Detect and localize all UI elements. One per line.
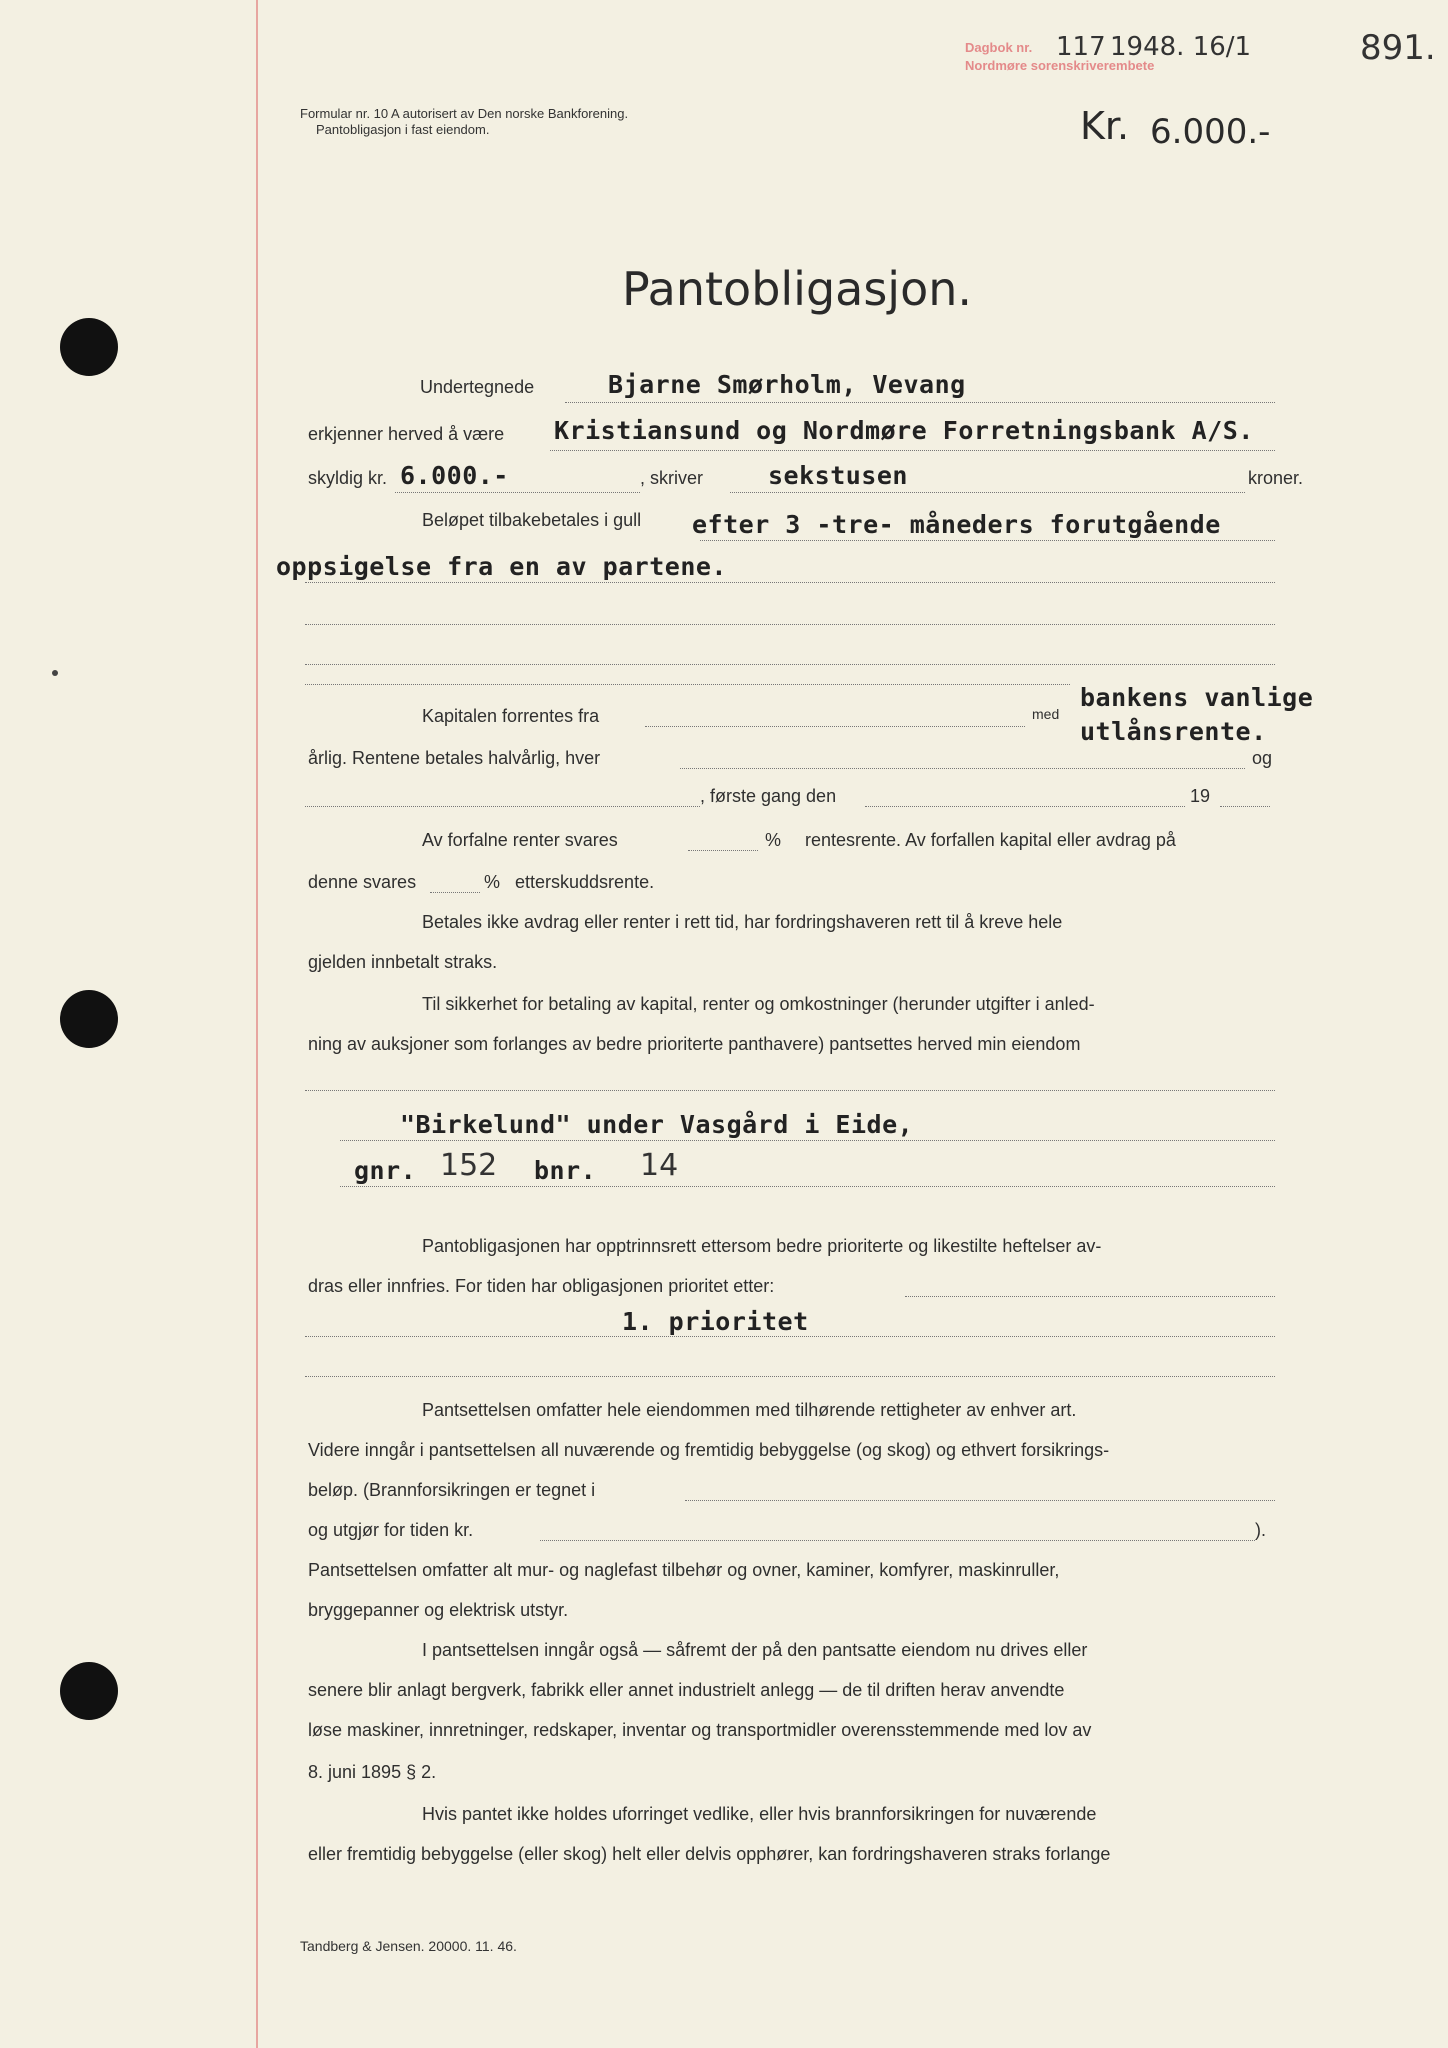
undertegnede-label: Undertegnede (420, 377, 535, 397)
forste-gang-label: , første gang den (700, 786, 837, 806)
erkjenner-label: erkjenner herved å være (308, 424, 505, 444)
handwritten-date: 1948. 16/1 (1110, 32, 1252, 62)
repayment-terms-2: oppsigelse fra en av partene. (276, 552, 727, 581)
fill-line (730, 492, 1245, 493)
fill-line (645, 726, 1025, 727)
bnr-value: 14 (640, 1148, 679, 1183)
punch-hole (60, 1662, 118, 1720)
skriver-label: , skriver (640, 468, 703, 488)
creditor-name: Kristiansund og Nordmøre Forretningsbank A/S. (554, 416, 1254, 445)
fill-line (305, 1336, 1275, 1337)
renter-line-2a: denne svares (308, 872, 417, 892)
percent-sign: % (765, 830, 782, 850)
omfatter-line-1: Pantsettelsen omfatter hele eiendommen med tilhørende rettigheter av enhver art. (422, 1400, 1077, 1420)
arlig-label: årlig. Rentene betales halvårlig, hver (308, 748, 601, 768)
betales-line-2: gjelden innbetalt straks. (308, 952, 498, 972)
formular-line-1: Formular nr. 10 A autorisert av Den norske Bankforening. (300, 106, 629, 121)
fill-line (865, 806, 1185, 807)
skyldig-amount: 6.000.- (400, 461, 509, 490)
percent-sign: % (484, 872, 501, 892)
amount-label: Kr. (1080, 104, 1130, 148)
renter-line-2b: etterskuddsrente. (515, 872, 655, 892)
renter-line-1b: rentesrente. Av forfallen kapital eller avdrag på (805, 830, 1176, 850)
og-label: og (1252, 748, 1273, 768)
opptrinn-line-1: Pantobligasjonen har opptrinnsrett ettersom bedre prioriterte og likestilte heftelser av- (422, 1236, 1102, 1256)
fill-line (680, 768, 1245, 769)
interest-terms-2: utlånsrente. (1080, 717, 1267, 746)
industri-line-2: senere blir anlagt bergverk, fabrikk eller annet industrielt anlegg — de til driften herav anvendte (308, 1680, 1065, 1700)
vedlike-line-2: eller fremtidig bebyggelse (eller skog) helt eller delvis opphører, kan fordringshaveren straks forlange (308, 1844, 1111, 1864)
fill-line (305, 664, 1275, 665)
omfatter-line-6: bryggepanner og elektrisk utstyr. (308, 1600, 569, 1620)
priority-value: 1. prioritet (622, 1307, 809, 1336)
property-description: "Birkelund" under Vasgård i Eide, (400, 1110, 914, 1139)
amount-value: 6.000.- (1150, 112, 1271, 152)
belopet-label: Beløpet tilbakebetales i gull (422, 510, 642, 530)
fill-line (540, 1540, 1255, 1541)
repayment-terms-1: efter 3 -tre- måneders forutgående (692, 510, 1221, 539)
omfatter-line-4-end: ). (1255, 1520, 1266, 1540)
kroner-label: kroner. (1248, 468, 1304, 488)
amount-in-words: sekstusen (768, 461, 908, 490)
gnr-value: 152 (440, 1148, 498, 1183)
punch-hole (60, 318, 118, 376)
fill-line (430, 892, 480, 893)
fill-line (305, 624, 1275, 625)
bnr-label: bnr. (534, 1156, 597, 1185)
punch-hole (60, 990, 118, 1048)
fill-line (305, 684, 1070, 685)
vedlike-line-1: Hvis pantet ikke holdes uforringet vedlike, eller hvis brannforsikringen for nuværende (422, 1804, 1097, 1824)
fill-line (305, 1090, 1275, 1091)
page-number: 891. (1360, 28, 1436, 68)
skyldig-label: skyldig kr. (308, 468, 388, 488)
omfatter-line-3: beløp. (Brannforsikringen er tegnet i (308, 1480, 596, 1500)
document-title: Pantobligasjon. (622, 262, 973, 316)
interest-terms-1: bankens vanlige (1080, 683, 1314, 712)
stamp-dagbok-label: Dagbok nr. (965, 40, 1033, 55)
omfatter-line-4: og utgjør for tiden kr. (308, 1520, 474, 1540)
kapitalen-label: Kapitalen forrentes fra (422, 706, 600, 726)
fill-line (685, 1500, 1275, 1501)
sikkerhet-line-1: Til sikkerhet for betaling av kapital, renter og omkostninger (herunder utgifter i anled- (422, 994, 1095, 1014)
year-prefix: 19 (1190, 786, 1211, 806)
stamp-office-label: Nordmøre sorenskriverembete (965, 58, 1155, 73)
industri-line-4: 8. juni 1895 § 2. (308, 1762, 437, 1782)
debtor-name: Bjarne Smørholm, Vevang (608, 370, 966, 399)
omfatter-line-2: Videre inngår i pantsettelsen all nuværende og fremtidig bebyggelse (og skog) og ethvert forsikrings- (308, 1440, 1110, 1460)
fill-line (305, 1376, 1275, 1377)
fill-line (550, 450, 1275, 451)
opptrinn-line-2: dras eller innfries. For tiden har obligasjonen prioritet etter: (308, 1276, 775, 1296)
fill-line (1220, 806, 1270, 807)
printer-footer: Tandberg & Jensen. 20000. 11. 46. (300, 1938, 517, 1954)
margin-line (256, 0, 258, 2048)
sikkerhet-line-2: ning av auksjoner som forlanges av bedre prioriterte panthavere) pantsettes herved min eiendom (308, 1034, 1081, 1054)
fill-line (700, 540, 1275, 541)
fill-line (340, 1140, 1275, 1141)
gnr-label: gnr. (354, 1156, 417, 1185)
industri-line-3: løse maskiner, innretninger, redskaper, inventar og transportmidler overensstemmende med lov av (308, 1720, 1092, 1740)
med-label: med (1032, 706, 1060, 722)
omfatter-line-5: Pantsettelsen omfatter alt mur- og naglefast tilbehør og ovner, kaminer, komfyrer, maskinruller, (308, 1560, 1060, 1580)
dagbok-number: 117 (1056, 32, 1106, 62)
fill-line (905, 1296, 1275, 1297)
formular-line-2: Pantobligasjon i fast eiendom. (316, 122, 490, 137)
fill-line (305, 806, 700, 807)
fill-line (340, 1186, 1275, 1187)
fill-line (395, 492, 640, 493)
paper-speck (52, 670, 58, 676)
industri-line-1: I pantsettelsen inngår også — såfremt der på den pantsatte eiendom nu drives eller (422, 1640, 1088, 1660)
fill-line (688, 850, 758, 851)
betales-line-1: Betales ikke avdrag eller renter i rett tid, har fordringshaveren rett til å kreve hele (422, 912, 1063, 932)
fill-line (305, 582, 1275, 583)
fill-line (565, 402, 1275, 403)
renter-line-1a: Av forfalne renter svares (422, 830, 618, 850)
